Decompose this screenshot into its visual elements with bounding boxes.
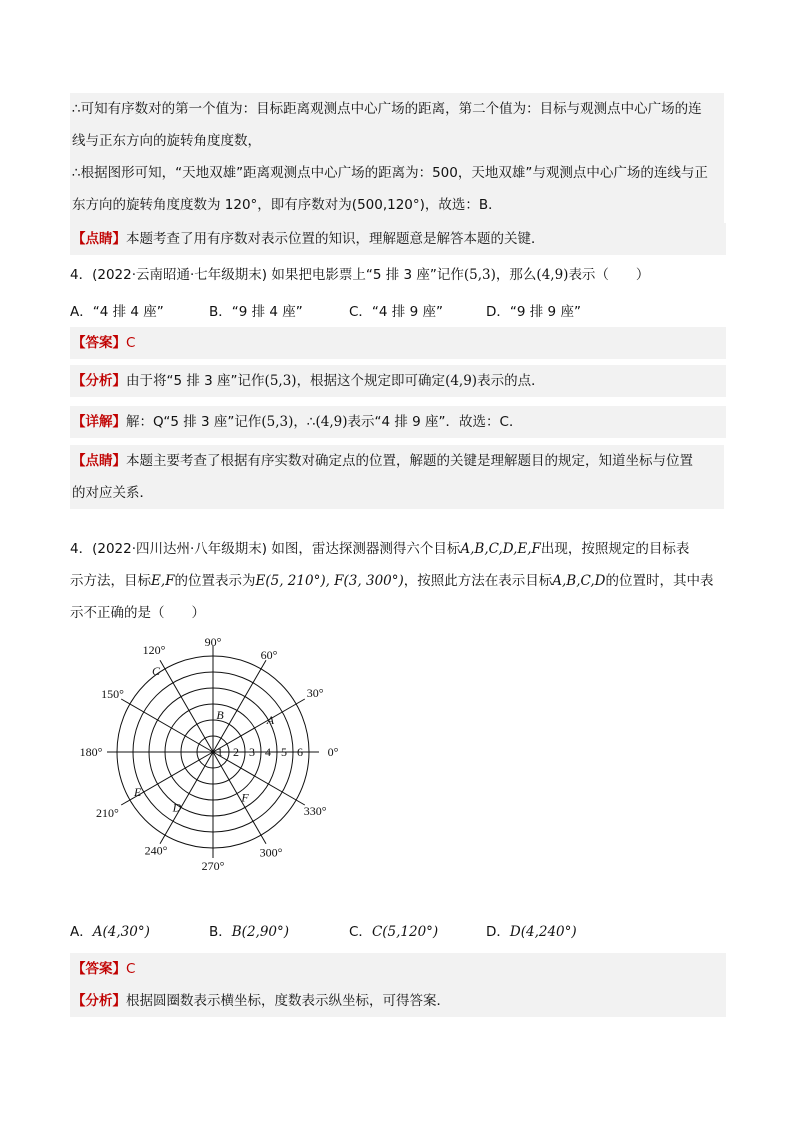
xiangjie-text: ，∴ <box>293 414 316 430</box>
radar-angle-label: 60° <box>260 648 278 663</box>
q4a-xiangjie <box>70 406 726 438</box>
radar-angle-label: 180° <box>79 745 103 759</box>
q4b-stem-text: ，按照此方法在表示目标 <box>403 573 553 589</box>
q4b-option-b[interactable] <box>209 919 289 945</box>
radar-angle-label: 150° <box>101 687 124 701</box>
fenxi-tag: 【分析】 <box>72 373 126 389</box>
radar-angle-label: 330° <box>303 804 327 818</box>
xiangjie-text: 表示“4 排 9 座”．故选：C． <box>347 414 523 430</box>
option-letter: C． <box>349 924 372 940</box>
q4b-option-c[interactable] <box>349 919 438 945</box>
dianjing-tag: 【点睛】 <box>72 453 126 469</box>
radar-ring-label: 2 <box>233 745 239 759</box>
option-letter: B． <box>209 924 232 940</box>
fenxi-tag: 【分析】 <box>72 993 126 1009</box>
q4a-stem-text: 表示（ ） <box>568 267 650 283</box>
radar-ring-label: 3 <box>249 745 255 759</box>
radar-point-label: C <box>151 663 161 678</box>
q4a-option-c[interactable]: C．“4 排 9 座” <box>349 304 443 320</box>
radar-angle-label: 0° <box>327 745 339 759</box>
q4a-stem-text: ，那么 <box>495 267 537 283</box>
q4b-stem-text: 4．(2022·四川达州·八年级期末) 如图，雷达探测器测得六个目标 <box>70 541 461 557</box>
fenxi-coord: (4,9) <box>445 373 478 389</box>
radar-angle-label: 30° <box>306 686 324 700</box>
radar-point-label: A <box>266 713 275 727</box>
radar-ring-label: 6 <box>297 745 303 759</box>
dianjing-text: 本题考查了用有序数对表示位置的知识，理解题意是解答本题的关键． <box>126 231 545 247</box>
q4b-option-a[interactable] <box>70 919 150 945</box>
q4a-dianjing <box>70 445 724 509</box>
q4b-stem-text: 示方法，目标 <box>70 573 151 589</box>
option-expr: C(5,120°) <box>371 924 439 940</box>
q4a-coord: (5,3) <box>463 267 496 283</box>
option-expr: A(4,30°) <box>92 924 150 940</box>
answer-tag: 【答案】 <box>72 961 126 977</box>
radar-ring-label: 4 <box>265 745 271 759</box>
q3-line-2: 线与正东方向的旋转角度度数， <box>72 133 261 149</box>
q4b-stem-line-2 <box>70 565 724 597</box>
q4b-vars: A,B,C,D <box>552 573 606 589</box>
answer-value: C <box>126 961 136 977</box>
radar-angle-label: 300° <box>259 845 283 860</box>
fenxi-text: 表示的点． <box>477 373 545 389</box>
radar-angle-label: 210° <box>95 806 119 820</box>
q3-line-3: ∴根据图形可知，“天地双雄”距离观测点中心广场的距离为：500，天地双雄”与观测点中心广场的连线与正 <box>72 165 708 181</box>
radar-angle-label: 90° <box>204 635 222 649</box>
option-expr: B(2,90°) <box>231 924 290 940</box>
option-letter: D． <box>486 924 510 940</box>
q4a-stem-text: 4．(2022·云南昭通·七年级期末) 如果把电影票上“5 排 3 座”记作 <box>70 267 464 283</box>
fenxi-text: ，根据这个规定即可确定 <box>296 373 446 389</box>
xiangjie-coord: (4,9) <box>315 414 348 430</box>
q3-explanation <box>70 93 724 223</box>
q4a-option-d[interactable]: D．“9 排 9 座” <box>486 304 581 320</box>
answer-tag: 【答案】 <box>72 335 126 351</box>
xiangjie-coord: (5,3) <box>261 414 294 430</box>
dianjing-line-1 <box>70 445 724 477</box>
q4b-option-d[interactable] <box>486 919 577 945</box>
q3-line-4: 东方向的旋转角度度数为 120°，即有序数对为(500,120°)，故选：B． <box>72 197 502 213</box>
dianjing-tag: 【点睛】 <box>72 231 126 247</box>
q3-line-1: ∴可知有序数对的第一个值为：目标距离观测点中心广场的距离，第二个值为：目标与观测点中心广场的连 <box>72 101 702 117</box>
radar-diagram <box>70 628 370 890</box>
q4b-stem-text: 出现，按照规定的目标表 <box>540 541 690 557</box>
q4b-vars: E,F <box>151 573 175 589</box>
fenxi-text: 由于将“5 排 3 座”记作 <box>126 373 265 389</box>
radar-angle-label: 240° <box>144 843 168 858</box>
radar-ring-label: 1 <box>217 745 223 759</box>
q4b-stem-line-3: 示不正确的是（ ） <box>70 605 205 621</box>
q4b-stem-text: 的位置时，其中表 <box>605 573 714 589</box>
radar-point-label: B <box>216 708 224 722</box>
radar-point-label: D <box>172 800 182 815</box>
q4a-stem <box>70 259 724 291</box>
q4b-stem-text: 的位置表示为 <box>174 573 256 589</box>
radar-ring-label: 5 <box>281 745 287 759</box>
q4b-coords: E(5, 210°), F(3, 300°) <box>255 573 404 589</box>
radar-point-label: E <box>134 785 142 799</box>
q4b-stem-line-1 <box>70 533 724 565</box>
answer-value: C <box>126 335 136 351</box>
q4a-fenxi <box>70 365 726 397</box>
q4b-vars: A,B,C,D,E,F <box>460 541 541 557</box>
radar-point-label: F <box>241 790 249 805</box>
q4b-fenxi <box>70 985 726 1017</box>
dianjing-text: 本题主要考查了根据有序实数对确定点的位置，解题的关键是理解题目的规定，知道坐标与位置 <box>126 453 693 469</box>
radar-angle-label: 270° <box>201 859 225 873</box>
q4a-option-a[interactable]: A．“4 排 4 座” <box>70 304 164 320</box>
q4a-answer <box>70 327 726 359</box>
radar-angle-label: 120° <box>142 642 166 657</box>
xiangjie-tag: 【详解】 <box>72 414 126 430</box>
fenxi-coord: (5,3) <box>264 373 297 389</box>
dianjing-line-2: 的对应关系． <box>72 485 153 501</box>
q4b-answer <box>70 953 726 985</box>
q4a-coord: (4,9) <box>536 267 569 283</box>
option-expr: D(4,240°) <box>509 924 577 940</box>
q4b-options <box>70 919 724 945</box>
option-letter: A． <box>70 924 93 940</box>
q4a-options <box>70 299 724 325</box>
radar-group <box>80 635 339 873</box>
q3-dianjing <box>70 223 726 255</box>
fenxi-text: 根据圆圈数表示横坐标，度数表示纵坐标，可得答案． <box>126 993 450 1009</box>
q4a-option-b[interactable]: B．“9 排 4 座” <box>209 304 303 320</box>
xiangjie-text: 解：Q“5 排 3 座”记作 <box>126 414 262 430</box>
